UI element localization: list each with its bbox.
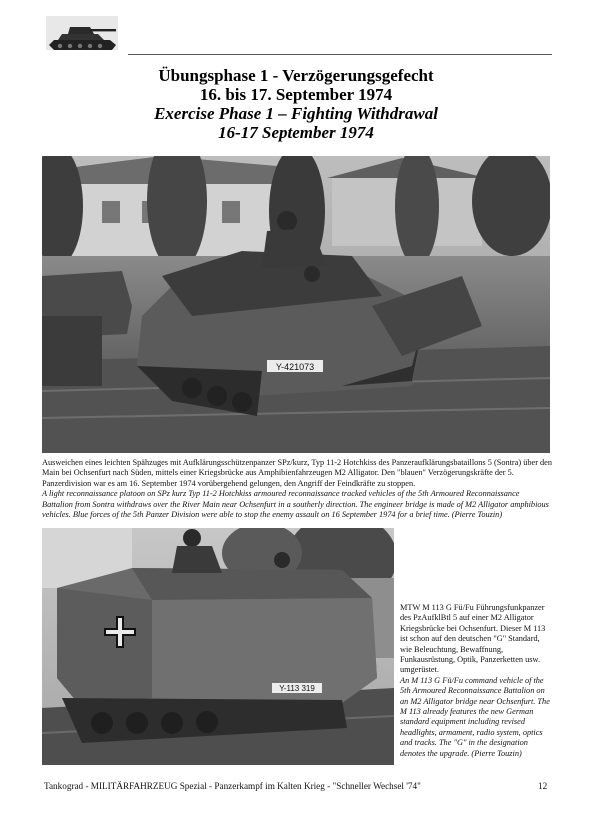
caption-main: [42, 458, 552, 520]
vehicle-plate-2: Y-113 319: [279, 684, 315, 693]
caption-main-en: A light reconnaissance platoon on SPz kurz Typ 11-2 Hotchkiss armoured reconnaissance tracked vehicles of the 5th Armoured Reconnaissance Battalion from Sontra withdraws over the River Main near Ochsenfurt in a southerly direction. The engineer bridge is made of M2 Alligator amphibious vehicles. Blue forces of the 5th Panzer Division were able to stop the enemy assault on 16 September 1974 for a brief time. (Pierre Touzin): [42, 489, 549, 520]
title-en-line2: 16-17 September 1974: [218, 123, 374, 142]
title-en-line1: Exercise Phase 1 – Fighting Withdrawal: [154, 104, 438, 123]
vehicle-plate-1: Y-421073: [275, 362, 315, 372]
caption-side: [400, 603, 552, 759]
title-de-line1: Übungsphase 1 - Verzögerungsgefecht: [158, 66, 434, 85]
title-de-line2: 16. bis 17. September 1974: [199, 85, 393, 104]
caption-side-de: MTW M 113 G Fü/Fu Führungsfunkpanzer des PzAufklBtl 5 auf einer M2 Alligator Kriegsbrücke bei Ochsenfurt. Dieser M 113 ist schon auf den deutschen "G" Standard, wie Beleuchtung, Bewaffnung, Funkausrüstung, Optik, Panzerketten usw. umgerüstet.: [400, 603, 546, 675]
photo-m113-bridge: [42, 528, 394, 765]
caption-main-de: Ausweichen eines leichten Spähzuges mit Aufklärungsschützenpanzer SPz/kurz, Typ 11-2 Hotchkiss des Panzeraufklärungsbataillons 5 (Sontra) über den Main bei Ochsenfurt nach Süden, mittels einer Kriegsbrücke aus Amphibienfahrzeugen M2 Alligator. Den "blauen" Verzögerungskräfte der 5. Panzerdivision war es am 16. September 1974 vorübergehend gelungen, den Angriff der Feindkräfte zu stoppen.: [42, 458, 553, 488]
tank-silhouette-icon: [40, 10, 124, 56]
header-rule: [128, 54, 552, 55]
photo-hotchkiss-bridge: [42, 156, 550, 453]
page-title: [40, 66, 552, 142]
page-number: 12: [538, 781, 548, 791]
caption-side-en: An M 113 G Fü/Fu command vehicle of the 5th Armoured Reconnaissance Battalion on an M2 Alligator bridge near Ochsenfurt. The M 113 already features the new German standard equipment including revised headlights, armament, radio system, optics and tracks. The "G" in the designation denotes the upgrade. (Pierre Touzin): [400, 675, 550, 758]
footer-text: Tankograd - MILITÄRFAHRZEUG Spezial - Panzerkampf im Kalten Krieg - "Schneller Wechsel '74": [44, 781, 421, 791]
